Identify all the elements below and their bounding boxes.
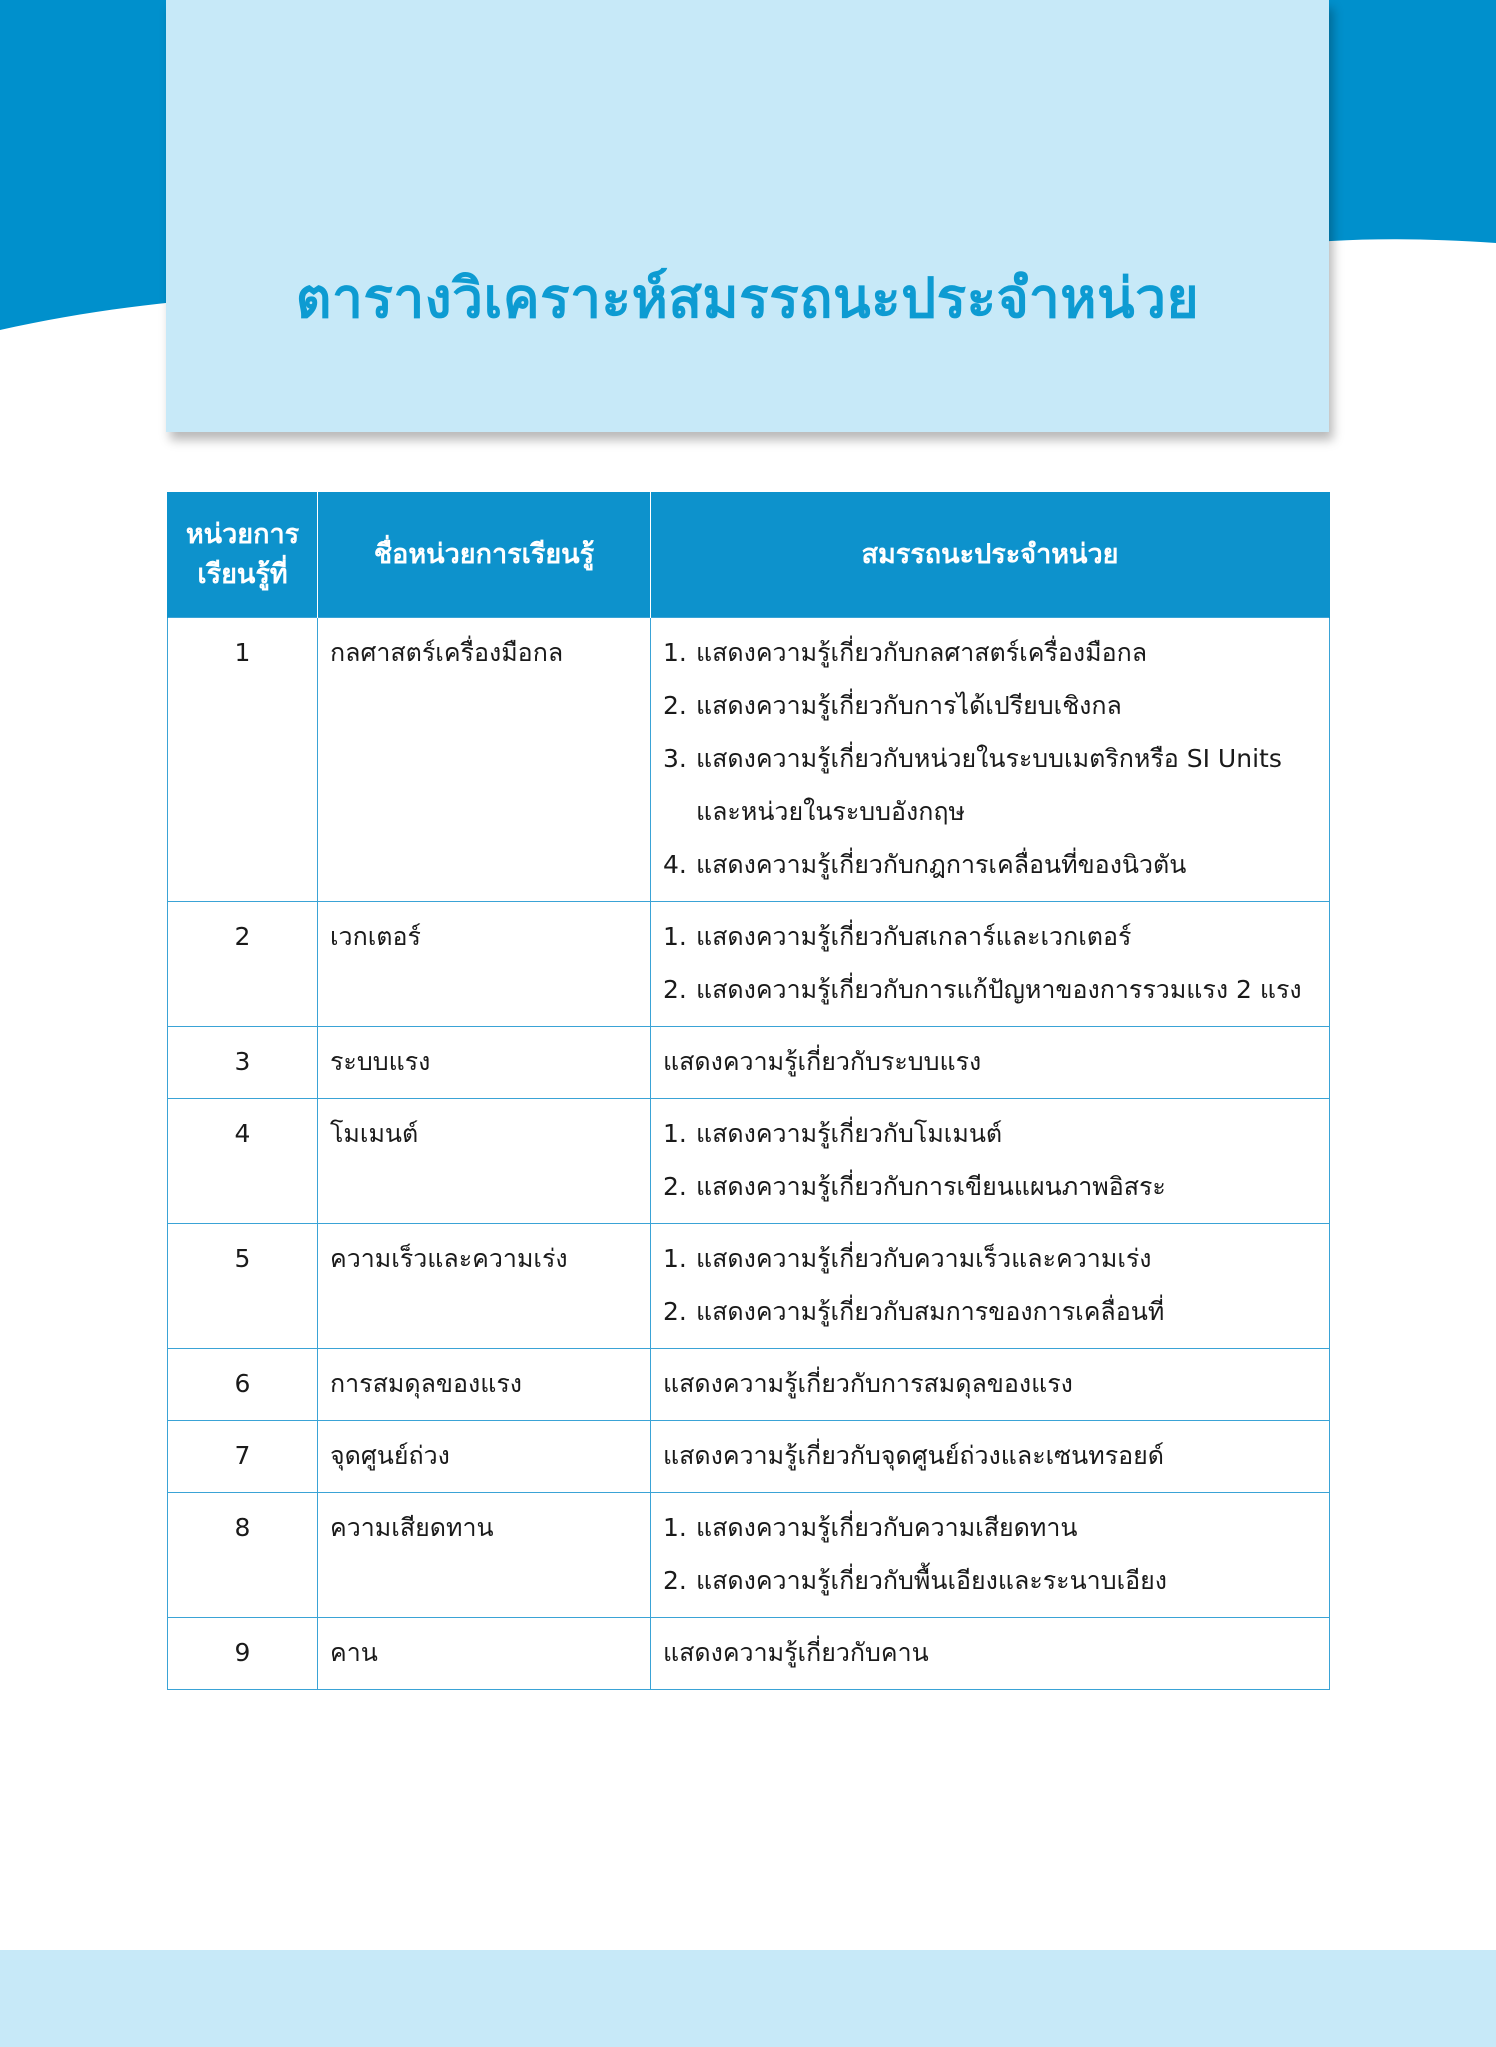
unit-name: กลศาสตร์เครื่องมือกล	[318, 618, 651, 902]
item-text: แสดงความรู้เกี่ยวกับการได้เปรียบเชิงกล	[696, 691, 1122, 720]
title-card	[166, 0, 1329, 432]
competency-cell: แสดงความรู้เกี่ยวกับคาน	[651, 1618, 1330, 1690]
competency-cell: แสดงความรู้เกี่ยวกับการสมดุลของแรง	[651, 1349, 1330, 1421]
competency-table	[167, 492, 1330, 1690]
unit-number: 6	[168, 1349, 318, 1421]
item-text: แสดงความรู้เกี่ยวกับกลศาสตร์เครื่องมือกล	[696, 638, 1148, 667]
competency-item	[663, 1285, 1317, 1338]
item-number: 3.	[663, 744, 687, 773]
item-text: แสดงความรู้เกี่ยวกับความเร็วและความเร่ง	[696, 1244, 1152, 1273]
unit-number: 2	[168, 902, 318, 1027]
competency-cell	[651, 902, 1330, 1027]
item-number: 1.	[663, 638, 687, 667]
item-number: 2.	[663, 1566, 687, 1595]
unit-name: ความเร็วและความเร่ง	[318, 1224, 651, 1349]
table-row	[168, 1027, 1330, 1099]
unit-number: 9	[168, 1618, 318, 1690]
competency-item	[663, 1501, 1317, 1554]
competency-cell	[651, 618, 1330, 902]
table-row	[168, 1224, 1330, 1349]
unit-name: ระบบแรง	[318, 1027, 651, 1099]
competency-item	[663, 1232, 1317, 1285]
item-text: แสดงความรู้เกี่ยวกับพื้นเอียงและระนาบเอียง	[696, 1566, 1168, 1595]
competency-cell: แสดงความรู้เกี่ยวกับระบบแรง	[651, 1027, 1330, 1099]
unit-number: 1	[168, 618, 318, 902]
unit-number: 3	[168, 1027, 318, 1099]
header-competency: สมรรถนะประจำหน่วย	[651, 492, 1330, 618]
item-number: 1.	[663, 1244, 687, 1273]
footer-band	[0, 1950, 1496, 2047]
item-number: 2.	[663, 1297, 687, 1326]
unit-number: 4	[168, 1099, 318, 1224]
item-number: 1.	[663, 1119, 687, 1148]
item-number: 1.	[663, 922, 687, 951]
header-unit-number: หน่วยการเรียนรู้ที่	[168, 492, 318, 618]
competency-cell	[651, 1099, 1330, 1224]
item-number: 1.	[663, 1513, 687, 1542]
item-text: แสดงความรู้เกี่ยวกับกฎการเคลื่อนที่ของนิวตัน	[696, 850, 1187, 879]
unit-number: 7	[168, 1421, 318, 1493]
competency-cell	[651, 1493, 1330, 1618]
unit-name: ความเสียดทาน	[318, 1493, 651, 1618]
competency-item	[663, 1160, 1317, 1213]
unit-name: เวกเตอร์	[318, 902, 651, 1027]
unit-number: 8	[168, 1493, 318, 1618]
table-header-row	[168, 492, 1330, 618]
table-row	[168, 1349, 1330, 1421]
item-number: 2.	[663, 1172, 687, 1201]
competency-item	[663, 1107, 1317, 1160]
competency-item	[663, 838, 1317, 891]
item-text: แสดงความรู้เกี่ยวกับหน่วยในระบบเมตริกหรือ SI Units และหน่วยในระบบอังกฤษ	[696, 744, 1282, 826]
competency-item	[663, 910, 1317, 963]
unit-name: จุดศูนย์ถ่วง	[318, 1421, 651, 1493]
item-text: แสดงความรู้เกี่ยวกับสมการของการเคลื่อนที่	[696, 1297, 1165, 1326]
page-title: ตารางวิเคราะห์สมรรถนะประจำหน่วย	[295, 266, 1200, 330]
table-row	[168, 1099, 1330, 1224]
unit-number: 5	[168, 1224, 318, 1349]
table-row	[168, 1421, 1330, 1493]
item-number: 2.	[663, 975, 687, 1004]
competency-cell: แสดงความรู้เกี่ยวกับจุดศูนย์ถ่วงและเซนทรอยด์	[651, 1421, 1330, 1493]
table-row	[168, 1618, 1330, 1690]
item-text: แสดงความรู้เกี่ยวกับโมเมนต์	[696, 1119, 1003, 1148]
unit-name: การสมดุลของแรง	[318, 1349, 651, 1421]
table-row	[168, 902, 1330, 1027]
item-text: แสดงความรู้เกี่ยวกับการแก้ปัญหาของการรวมแรง 2 แรง	[696, 975, 1302, 1004]
competency-item	[663, 963, 1317, 1016]
competency-item	[663, 732, 1317, 838]
item-text: แสดงความรู้เกี่ยวกับความเสียดทาน	[696, 1513, 1078, 1542]
unit-name: คาน	[318, 1618, 651, 1690]
competency-item	[663, 1554, 1317, 1607]
item-number: 4.	[663, 850, 687, 879]
competency-item	[663, 626, 1317, 679]
item-number: 2.	[663, 691, 687, 720]
table-row	[168, 618, 1330, 902]
competency-cell	[651, 1224, 1330, 1349]
item-text: แสดงความรู้เกี่ยวกับสเกลาร์และเวกเตอร์	[696, 922, 1132, 951]
table-row	[168, 1493, 1330, 1618]
competency-item	[663, 679, 1317, 732]
item-text: แสดงความรู้เกี่ยวกับการเขียนแผนภาพอิสระ	[696, 1172, 1166, 1201]
header-unit-name: ชื่อหน่วยการเรียนรู้	[318, 492, 651, 618]
unit-name: โมเมนต์	[318, 1099, 651, 1224]
